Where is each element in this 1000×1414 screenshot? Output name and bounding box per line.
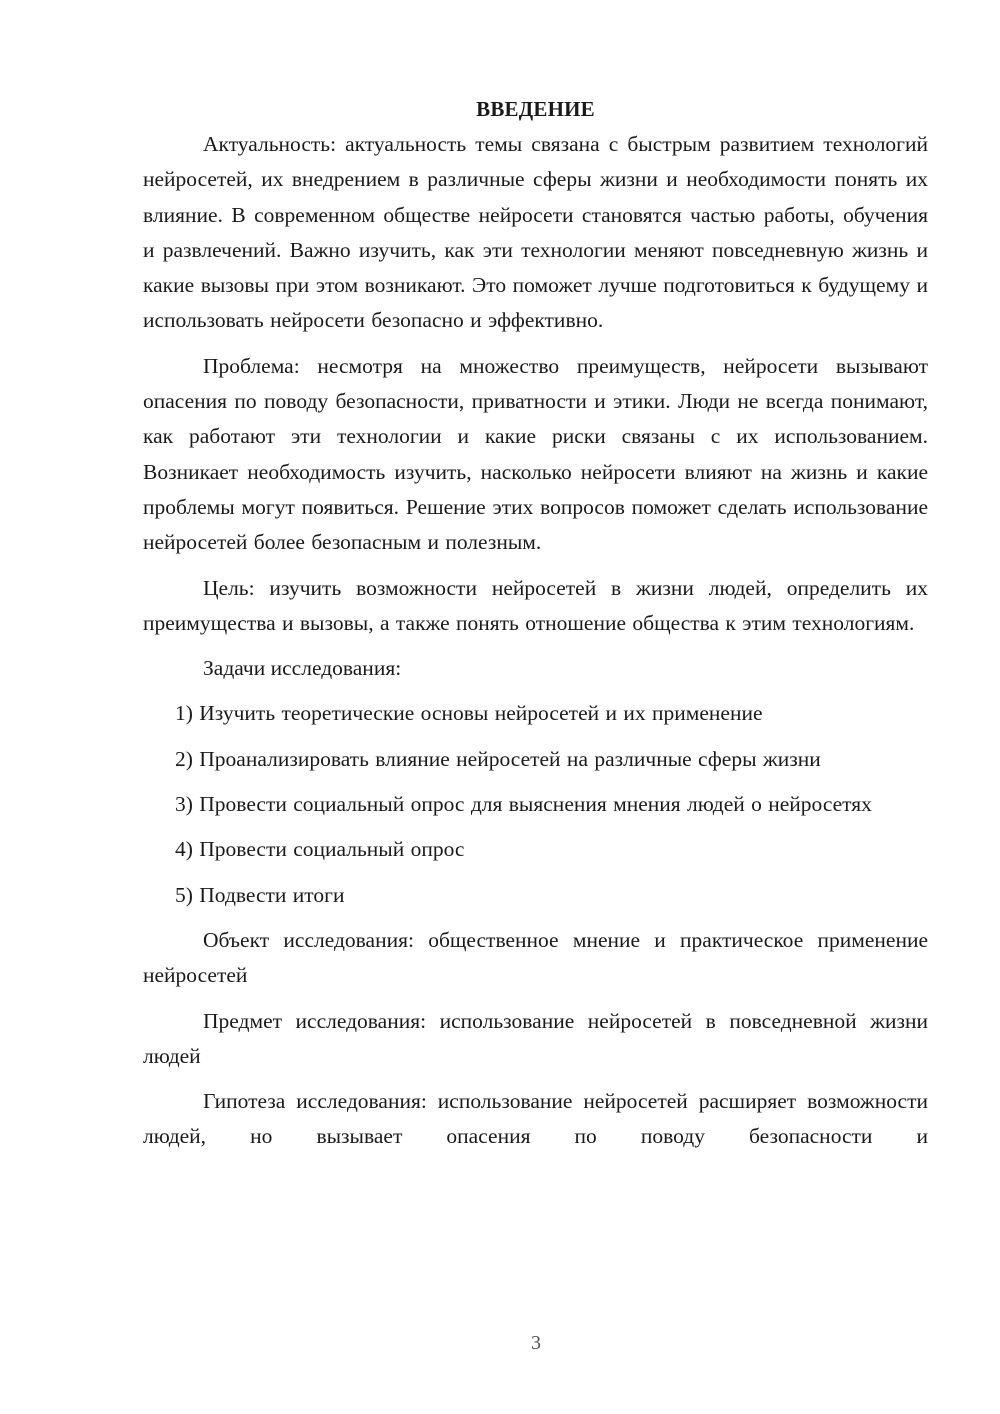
section-title: ВВЕДЕНИЕ bbox=[476, 97, 595, 121]
task-item: 1) Изучить теоретические основы нейросетей и их применение bbox=[175, 701, 763, 726]
paragraph-goal: Цель: изучить возможности нейросетей в жизни людей, определить их преимущества и вызовы, а также понять отношение общества к этим технологиям. bbox=[143, 575, 928, 635]
page-number: 3 bbox=[531, 1332, 541, 1354]
document-body bbox=[143, 92, 928, 1165]
task-item: 3) Провести социальный опрос для выяснения мнения людей о нейросетях bbox=[175, 792, 872, 817]
paragraph-relevance: Актуальность: актуальность темы связана с быстрым развитием технологий нейросетей, их внедрением в различные сферы жизни и необходимости понять их влияние. В современном обществе нейросети становятся частью работы, обучения и развлечений. Важно изучить, как эти технологии меняют повседневную жизнь и какие вызовы при этом возникают. Это поможет лучше подготовиться к будущему и использовать нейросети безопасно и эффективно. bbox=[143, 132, 928, 333]
paragraph-problem: Проблема: несмотря на множество преимуществ, нейросети вызывают опасения по поводу безопасности, приватности и этики. Люди не всегда понимают, как работают эти технологии и какие риски связаны с их использованием. Возникает необходимость изучить, насколько нейросети влияют на жизнь и какие проблемы могут появиться. Решение этих вопросов поможет сделать использование нейросетей более безопасным и полезным. bbox=[143, 353, 928, 555]
tasks-heading: Задачи исследования: bbox=[203, 656, 402, 681]
task-item: 5) Подвести итоги bbox=[175, 882, 345, 907]
paragraph-hypothesis: Гипотеза исследования: использование нейросетей расширяет возможности людей, но вызывает опасения по поводу безопасности и bbox=[143, 1089, 928, 1149]
paragraph-subject: Предмет исследования: использование нейросетей в повседневной жизни людей bbox=[143, 1008, 928, 1068]
task-item: 2) Проанализировать влияние нейросетей на различные сферы жизни bbox=[175, 746, 821, 771]
task-item: 4) Провести социальный опрос bbox=[175, 837, 465, 862]
paragraph-object: Объект исследования: общественное мнение и практическое применение нейросетей bbox=[143, 927, 928, 988]
